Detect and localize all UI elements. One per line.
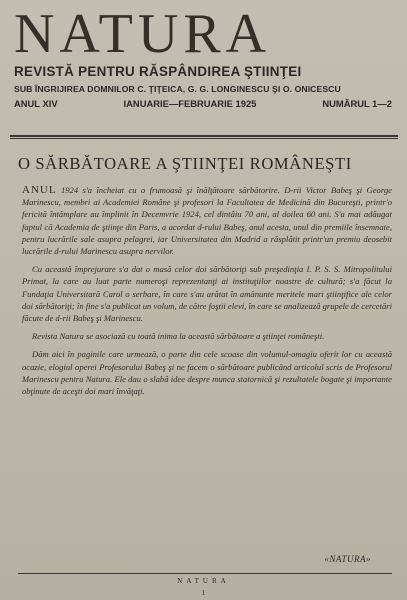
issue-number: NUMĂRUL 1—2 bbox=[322, 98, 392, 109]
issue-info-row bbox=[14, 98, 398, 109]
footer-journal-name: NATURA bbox=[177, 577, 230, 585]
masthead bbox=[14, 3, 398, 109]
article-paragraph: ANUL 1924 s'a încheiat cu o frumoasă şi înălţătoare sărbătorire. D-rii Victor Babeş şi George Marinescu, membri ai Academiei Române şi profesori la Facultatea de Medicină din Bucureşti, printr'o fericită întâmplare au împlinit în Decemvrie 1924, cel dintâiu 70 ani, al doilea 60 ani. S'a mai adăugat faptul că Academia de ştiinţe din Paris, a acordat d-rului Babeş, anul acesta, unul din premiile însemnate, pentru lucrările sale asupra pelagrei, iar Universitatea din Madrid a răsplătit printr'un premiu deosebit lucrările d-rului Marinescu asupra nervilor. bbox=[22, 184, 392, 257]
article-signature: «NATURA» bbox=[324, 554, 371, 564]
editors-line: SUB ÎNGRIJIREA DOMNILOR C. ŢIŢEICA, G. G. LONGINESCU ŞI O. ONICESCU bbox=[14, 84, 341, 94]
page-number: 1 bbox=[201, 589, 206, 597]
lead-word: ANUL bbox=[22, 184, 57, 196]
article-body bbox=[22, 184, 392, 403]
article-title: O SĂRBĂTOARE A ŞTIINŢEI ROMÂNEŞTI bbox=[18, 154, 352, 173]
masthead-rule-thin bbox=[10, 138, 398, 139]
journal-title: NATURA bbox=[14, 3, 272, 65]
issue-date: IANUARIE—FEBRUARIE 1925 bbox=[123, 98, 257, 109]
footer-rule bbox=[18, 573, 392, 574]
issue-year: ANUL XIV bbox=[14, 98, 58, 109]
article-paragraph: Cu această împrejurare s'a dat o masă celor doi sărbătoriţi sub preşedinţia I. P. S. S. Mitropolitului Primat, la care au luat parte numeroşi reprezentanţi ai instituţiilor noastre de cultură; s'a făcut la Fundaţia Universitară Carol o serbare, în care s'au arătat în amănunte meritele mari ştiinţifice ale celor doi sărbătoriţi; în fine s'a publicat un volum, de către foştii elevi, în care se analizează grupele de cercetări făcute de d-rii Babeş şi Marinescu. bbox=[22, 264, 392, 324]
article-paragraph: Dăm aici în paginile care urmează, o parte din cele scoase din volumul-omagiu oferit lor cu această ocazie, elogiul operei Profesorului Babeş şi ne facem o sărbătoare publicând articolul scris de Profesorul Marinescu pentru Natura. Ele dau o slabă idee despre munca statornică şi rezultatele bogate şi importante obţinute de aceşti doi mari învăţaţi. bbox=[22, 349, 392, 397]
masthead-rule-thick bbox=[10, 135, 398, 137]
article-paragraph: Revista Natura se asociază cu toată inima la această sărbătoare a ştiinţei româneşti. bbox=[32, 331, 325, 342]
journal-subtitle: REVISTĂ PENTRU RĂSPÂNDIREA ŞTIINŢEI bbox=[14, 64, 302, 79]
